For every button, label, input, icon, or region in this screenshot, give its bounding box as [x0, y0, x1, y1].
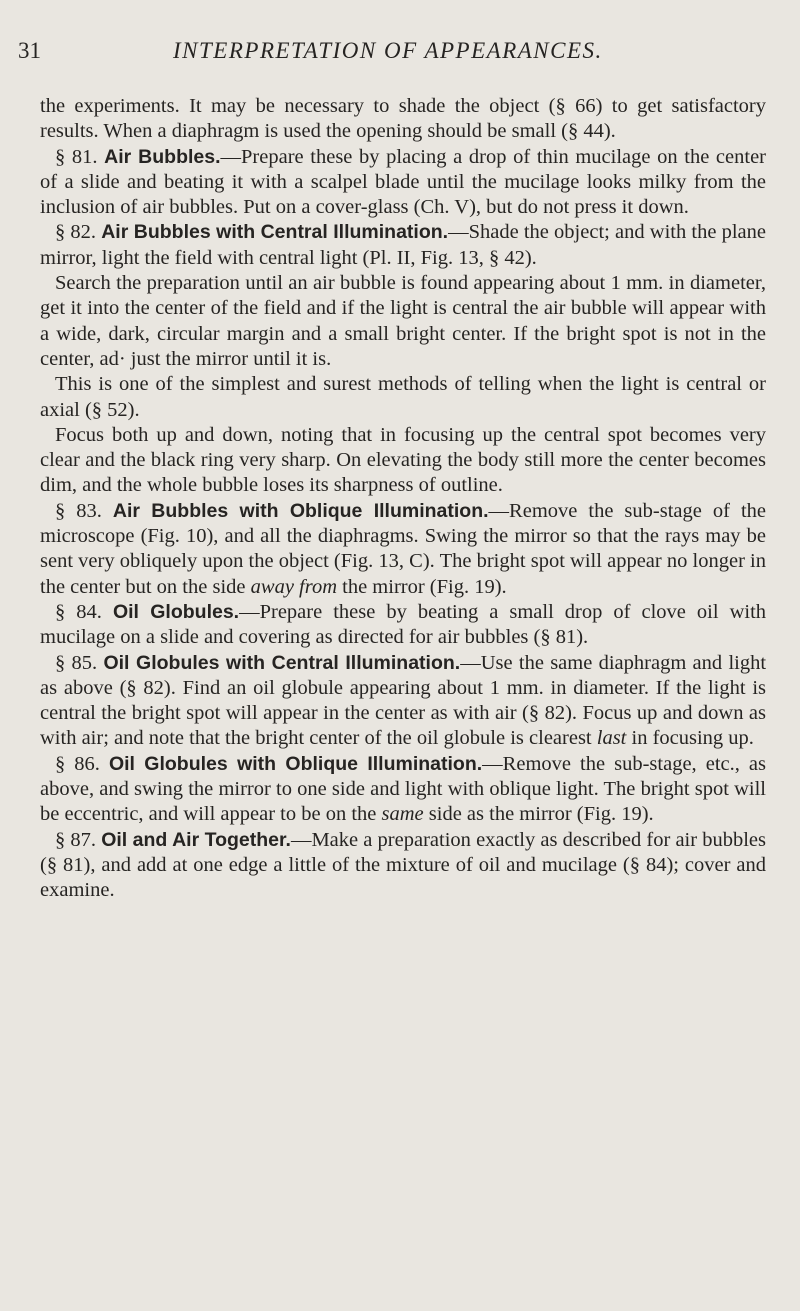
paragraph-text: the experiments. It may be necessary to shade the object (§ 66) to get satisfactory results. When a diaphragm is used the opening should be small (§ 44). [40, 95, 766, 143]
paragraph-section-85 [40, 651, 766, 752]
paragraph-text: —Remove the sub-stage of the microscope (Fig. 10), and all the diaphragms. Swing the mirror so that the rays may be sent very obliquely upon the object (Fig. 13, C). The bright spot will appear no longer in the center but on the side [40, 499, 766, 598]
section-number: § 82. [55, 221, 97, 244]
emphasized-text: same [381, 803, 424, 826]
paragraph-text: —Shade the object; and with the plane mirror, light the field with central light (Pl. II, Fig. 13, § 42). [40, 221, 766, 269]
running-head [18, 38, 788, 70]
section-number: § 83. [55, 499, 102, 522]
emphasized-text: away from [250, 575, 338, 598]
paragraph-section-87 [40, 828, 766, 904]
paragraph-section-81 [40, 145, 766, 221]
section-heading: Air Bubbles with Central Illumination. [101, 221, 449, 244]
paragraph [40, 372, 766, 423]
section-heading: Air Bubbles. [104, 145, 221, 168]
paragraph-text: —Make a preparation exactly as described for air bubbles (§ 81), and add at one edge a little of the mixture of oil and mucilage (§ 84); cover and examine. [40, 828, 767, 902]
section-heading: Oil and Air Together. [101, 828, 291, 851]
paragraph-text: side as the mirror (Fig. 19). [423, 803, 654, 826]
paragraph-text: the mirror (Fig. 19). [337, 575, 507, 598]
paragraph-text: —Remove the sub-stage, etc., as above, and swing the mirror to one side and light with oblique light. The bright spot will be eccentric, and will appear to be on the [40, 752, 766, 826]
paragraph-text: —Prepare these by placing a drop of thin mucilage on the center of a slide and beating it with a scalpel blade until the mucilage looks milky from the inclusion of air bubbles. Put on a cover-glass (Ch. V), but do not press it down. [40, 145, 767, 219]
section-number: § 86. [55, 752, 100, 775]
paragraph-section-83 [40, 499, 766, 600]
paragraph [40, 423, 766, 499]
section-heading: Oil Globules with Central Illumination. [103, 651, 461, 674]
body-text [40, 94, 766, 904]
section-heading: Oil Globules. [112, 600, 240, 623]
section-number: § 85. [55, 651, 98, 674]
page-number: 31 [18, 38, 41, 63]
section-heading: Air Bubbles with Oblique Illumination. [112, 499, 489, 522]
paragraph-text: This is one of the simplest and surest methods of telling when the light is central or axial (§ 52). [40, 373, 766, 421]
paragraph-text: in focusing up. [626, 727, 754, 750]
section-number: § 87. [55, 828, 97, 851]
paragraph-section-82 [40, 220, 766, 271]
paragraph-text: —Prepare these by beating a small drop of clove oil with mucilage on a slide and covering as directed for air bubbles (§ 81). [40, 600, 767, 649]
section-heading: Oil Globules with Oblique Illumination. [108, 752, 483, 775]
paragraph-text: Search the preparation until an air bubble is found appearing about 1 mm. in diameter, get it into the center of the field and if the light is central the air bubble will appear with a wide, dark, circular margin and a small bright center. If the bright spot is not in the center, ad· just the mirror until it is. [40, 272, 766, 370]
running-title: INTERPRETATION OF APPEARANCES. [173, 38, 603, 63]
paragraph-continuation [40, 94, 766, 145]
section-number: § 81. [55, 145, 98, 168]
paragraph [40, 271, 766, 372]
section-number: § 84. [55, 600, 102, 623]
emphasized-text: last [596, 727, 627, 750]
paragraph-section-86 [40, 752, 766, 828]
paragraph-text: Focus both up and down, noting that in focusing up the central spot becomes very clear and the black ring very sharp. On elevating the body still more the center becomes dim, and the whole bubble loses its sharpness of outline. [40, 423, 766, 497]
paragraph-text: —Use the same diaphragm and light as above (§ 82). Find an oil globule appearing about 1 mm. in diameter. If the light is central the bright spot will appear in the center as with air (§ 82). Focus up and down as with air; and note that the bright center of the oil globule is clearest [40, 651, 767, 750]
paragraph-section-84 [40, 600, 766, 651]
